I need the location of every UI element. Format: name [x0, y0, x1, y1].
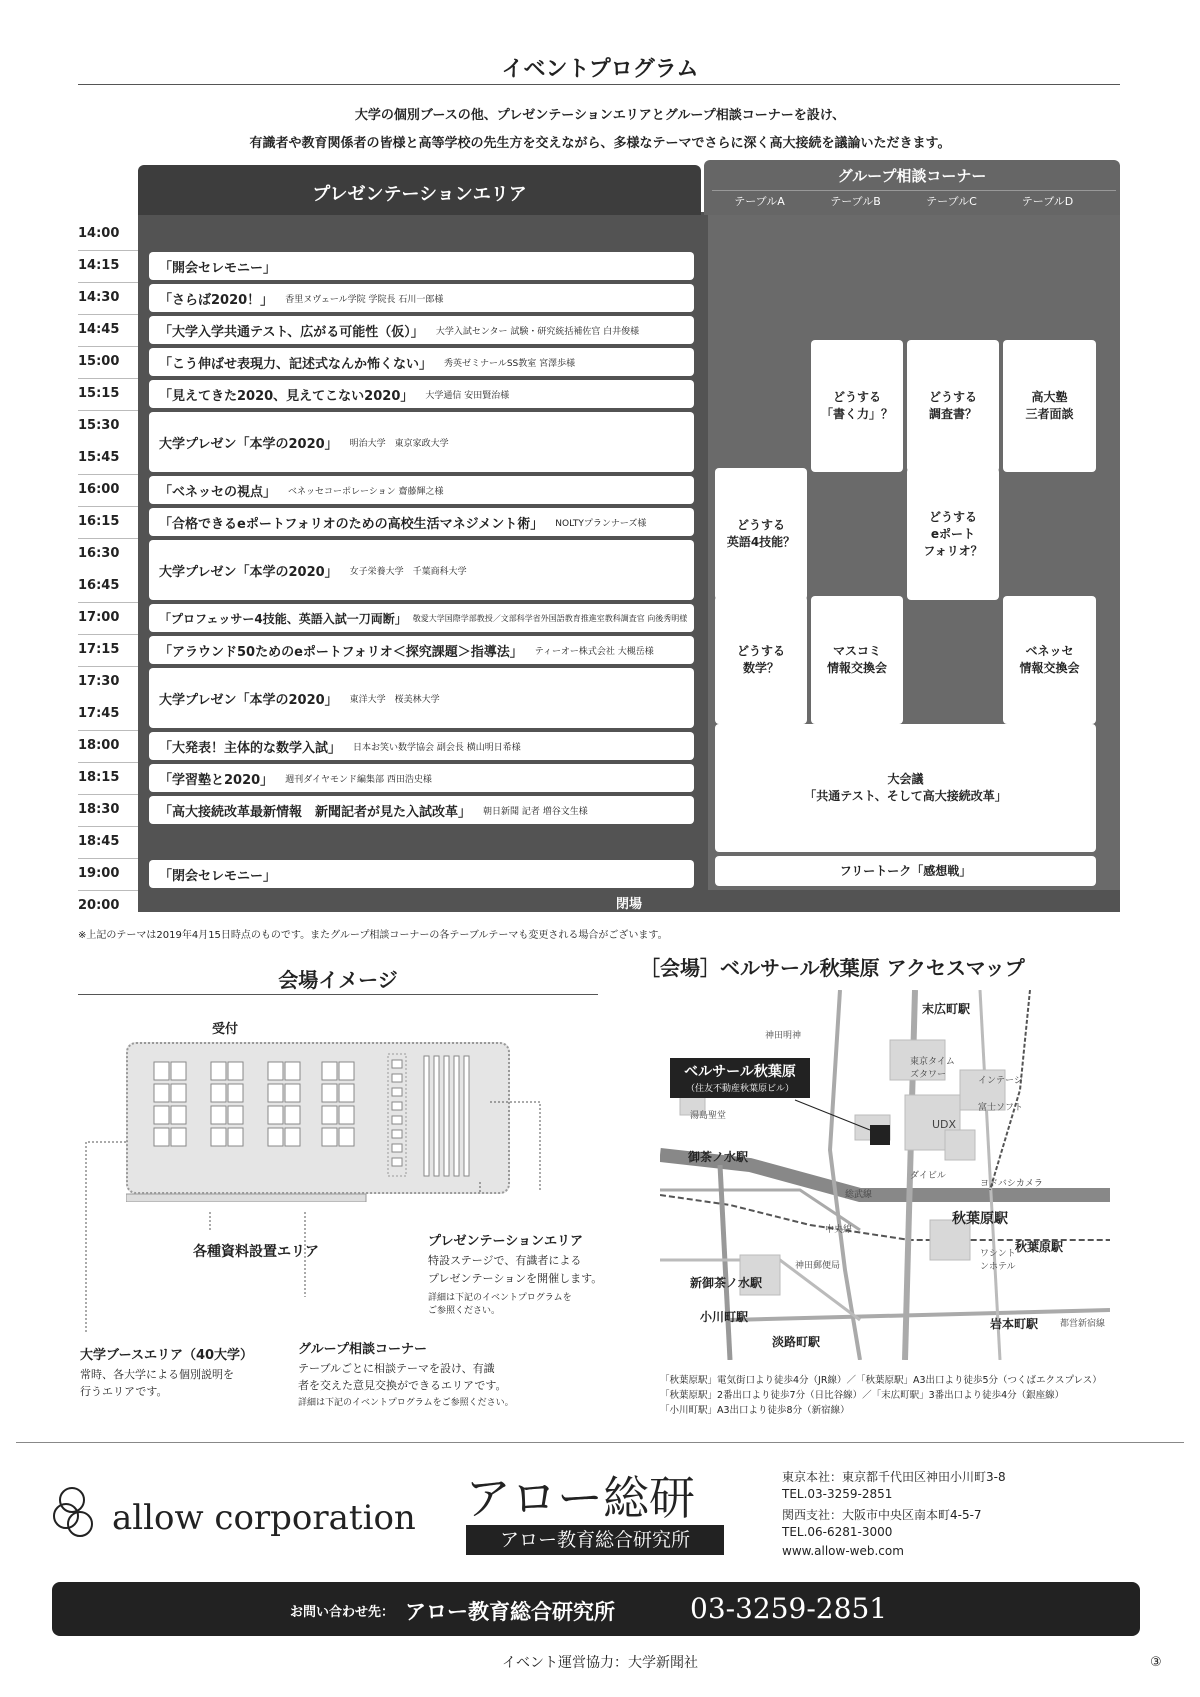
time-label: 19:00	[78, 866, 120, 881]
session-speaker: 朝日新聞 記者 増谷文生様	[483, 806, 588, 817]
presentation-area-title: プレゼンテーションエリア	[428, 1234, 583, 1249]
session-speaker: 香里ヌヴェール学院 学院長 石川一郎様	[285, 294, 444, 305]
time-label: 17:45	[78, 706, 120, 721]
presentation-area-note1: 詳細は下記のイベントプログラムを	[428, 1293, 572, 1303]
label-intage: インテージ	[978, 1076, 1023, 1086]
session-title: 大学プレゼン「本学の2020」	[159, 692, 338, 708]
label-chuo-line: 中央線	[825, 1225, 853, 1235]
page-number: ③	[1150, 1655, 1162, 1670]
time-divider	[78, 762, 138, 763]
session-title: 「学習塾と2020」	[159, 772, 274, 788]
session-speaker: NOLTYプランナーズ様	[555, 518, 647, 529]
group-session-freetalk: フリートーク「感想戦」	[715, 856, 1096, 886]
access-line3: 「小川町駅」A3出口より徒歩8分（新宿線）	[660, 1405, 850, 1416]
group-corner-title: グループ相談コーナー	[298, 1342, 427, 1357]
station-shinochanomizu: 新御茶ノ水駅	[690, 1276, 763, 1290]
time-divider	[78, 794, 138, 795]
station-akihabara-tx: 秋葉原駅	[1015, 1240, 1064, 1254]
session-item	[149, 668, 694, 728]
time-label: 18:45	[78, 834, 120, 849]
program-intro-line2: 有識者や教育関係者の皆様と高等学校の先生方を交えながら、多様なテーマでさらに深く高大接続を議論いただきます。	[249, 136, 951, 151]
label-udx: UDX	[932, 1118, 957, 1131]
session-item	[149, 284, 694, 312]
session-speaker: 秀英ゼミナールSS教室 宮澤歩様	[444, 358, 576, 369]
time-divider	[78, 826, 138, 827]
session-speaker: ベネッセコーポレーション 齋藤輝之様	[288, 486, 444, 497]
session-title: 「アラウンド50ためのeポートフォリオ＜探究課題＞指導法」	[159, 644, 523, 660]
station-akihabara-jr: 秋葉原駅	[952, 1211, 1008, 1227]
session-title: 「さらば2020！」	[159, 292, 274, 308]
time-label: 15:15	[78, 386, 120, 401]
label-times-tower: 東京タイムズタワー	[910, 1057, 955, 1080]
venue-title-rule	[78, 994, 598, 995]
session-title: 大学プレゼン「本学の2020」	[159, 564, 338, 580]
address-kansai: 関西支社：大阪市中央区南本町4-5-7	[782, 1508, 982, 1522]
label-fujisoft: 富士ソフト	[978, 1103, 1024, 1113]
station-suehirocho: 末広町駅	[922, 1002, 971, 1016]
session-title: 「閉会セレモニー」	[159, 868, 277, 884]
presentation-area-desc2: プレゼンテーションを開催します。	[428, 1272, 603, 1285]
time-label: 17:00	[78, 610, 120, 625]
session-title: 「大発表！主体的な数学入試」	[159, 740, 342, 756]
session-speaker: 女子栄養大学 千葉商科大学	[349, 566, 467, 577]
session-speaker: 大学通信 安田賢治様	[425, 390, 510, 401]
station-awajicho: 淡路町駅	[772, 1335, 821, 1349]
session-item	[149, 412, 694, 472]
session-title: 「大学入学共通テスト、広がる可能性（仮）」	[159, 324, 424, 340]
group-session-c1: どうする 調査書？	[907, 340, 999, 472]
time-label: 17:15	[78, 642, 120, 657]
session-closing	[149, 860, 694, 888]
table-label-c: テーブルC	[926, 195, 977, 208]
session-speaker: 明治大学 東京家政大学	[349, 438, 449, 449]
session-speaker: 大学入試センター 試験・研究統括補佐官 白井俊様	[435, 326, 640, 337]
group-session-d1: 高大塾 三者面談	[1003, 340, 1096, 472]
label-yodobashi: ヨドバシカメラ	[980, 1179, 1043, 1189]
booth-area-title: 大学ブースエリア（40大学）	[80, 1348, 254, 1363]
time-divider	[78, 346, 138, 347]
time-label: 18:00	[78, 738, 120, 753]
group-session-d2: ベネッセ 情報交換会	[1003, 596, 1096, 724]
materials-area-label: 各種資料設置エリア	[193, 1244, 319, 1260]
time-divider	[78, 410, 138, 411]
contact-tel: 03-3259-2851	[690, 1592, 888, 1625]
session-title: 「プロフェッサー4技能、英語入試一刀両断」	[159, 611, 407, 626]
program-note: ※上記のテーマは2019年4月15日時点のものです。またグループ相談コーナーの各テーブルテーマも変更される場合がございます。	[78, 930, 668, 941]
session-title: 「高大接続改革最新情報 新聞記者が見た入試改革」	[159, 804, 472, 820]
program-title-rule	[78, 84, 1120, 85]
map-roads	[660, 990, 1110, 1360]
label-yushima: 湯島聖堂	[690, 1111, 727, 1121]
table-label-b: テーブルB	[830, 195, 881, 208]
session-title: 「合格できるeポートフォリオのための高校生活マネジメント術」	[159, 516, 544, 532]
time-label: 15:00	[78, 354, 120, 369]
session-title: 大学プレゼン「本学の2020」	[159, 436, 338, 452]
presentation-area-desc1: 特設ステージで、有識者による	[428, 1254, 582, 1267]
map-title: ［会場］ベルサール秋葉原 アクセスマップ	[640, 956, 1025, 980]
session-speaker: 週刊ダイヤモンド編集部 西田浩史様	[285, 774, 432, 785]
time-label: 17:30	[78, 674, 120, 689]
reception-label: 受付	[212, 1022, 239, 1037]
session-speaker: 敬愛大学国際学部教授／文部科学省外国語教育推進室教科調査官 向後秀明様	[412, 613, 688, 623]
program-title: イベントプログラム	[501, 57, 699, 82]
time-divider	[78, 538, 138, 539]
time-divider	[78, 730, 138, 731]
tel-kansai: TEL.06-6281-3000	[782, 1525, 893, 1539]
group-session-a2: どうする 数学？	[715, 596, 807, 724]
venue-callout	[670, 1058, 810, 1098]
presentation-area-label: プレゼンテーションエリア	[312, 184, 527, 205]
session-item	[149, 636, 694, 664]
time-label: 14:30	[78, 290, 120, 305]
table-header-divider	[712, 190, 1116, 191]
time-label: 14:45	[78, 322, 120, 337]
contact-label: お問い合わせ先：	[290, 1605, 395, 1620]
time-label: 18:30	[78, 802, 120, 817]
label-kanda-myojin: 神田明神	[765, 1031, 802, 1041]
website-url: www.allow-web.com	[782, 1544, 904, 1558]
session-item	[149, 508, 694, 536]
label-kanda-post: 神田郵便局	[795, 1261, 841, 1271]
session-speaker: 日本お笑い数学協会 副会長 横山明日希様	[353, 742, 521, 753]
time-divider	[78, 858, 138, 859]
time-label: 14:00	[78, 226, 120, 241]
time-divider	[78, 378, 138, 379]
time-label: 16:30	[78, 546, 120, 561]
time-divider	[78, 890, 138, 891]
session-item	[149, 348, 694, 376]
map-venue-name: ベルサール秋葉原	[684, 1064, 796, 1080]
time-divider	[78, 314, 138, 315]
map-venue-sub: （住友不動産秋葉原ビル）	[685, 1084, 794, 1094]
label-shinjuku-line: 都営新宿線	[1060, 1319, 1106, 1329]
time-label: 15:30	[78, 418, 120, 433]
time-divider	[78, 474, 138, 475]
group-session-a1: どうする 英語4技能？	[715, 468, 807, 600]
time-divider	[78, 634, 138, 635]
session-item	[149, 380, 694, 408]
session-title: 「開会セレモニー」	[159, 260, 277, 276]
access-line1: 「秋葉原駅」電気街口より徒歩4分（JR線）／「秋葉原駅」A3出口より徒歩5分（つくばエクスプレス）	[660, 1375, 1102, 1386]
session-title: 「ベネッセの視点」	[159, 484, 277, 500]
booth-area-desc2: 行うエリアです。	[80, 1385, 168, 1398]
session-speaker: 東洋大学 桜美林大学	[349, 694, 440, 705]
session-speaker: ティーオー株式会社 大槻岳様	[534, 646, 654, 657]
session-item	[149, 796, 694, 824]
access-map	[660, 990, 1110, 1360]
time-divider	[78, 506, 138, 507]
session-title: 「こう伸ばせ表現力、記述式なんか怖くない」	[159, 356, 433, 372]
group-corner-note: 詳細は下記のイベントプログラムをご参照ください。	[298, 1398, 514, 1408]
time-divider	[78, 250, 138, 251]
address-tokyo: 東京本社：東京都千代田区神田小川町3-8	[782, 1470, 1006, 1484]
arrow-brand-sub: アロー教育総合研究所	[466, 1525, 724, 1555]
session-item	[149, 316, 694, 344]
allow-logo-icon	[48, 1480, 108, 1546]
tel-tokyo: TEL.03-3259-2851	[782, 1487, 893, 1501]
allow-logo-text: allow corporation	[112, 1498, 416, 1538]
closing-label: 閉場	[615, 897, 642, 912]
session-item	[149, 476, 694, 504]
time-label: 16:00	[78, 482, 120, 497]
time-label: 20:00	[78, 898, 120, 913]
footer-rule	[16, 1442, 1184, 1443]
session-item	[149, 540, 694, 600]
session-item	[149, 732, 694, 760]
station-ochanomizu: 御茶ノ水駅	[688, 1150, 749, 1164]
group-corner-desc2: 者を交えた意見交換ができるエリアです。	[298, 1379, 507, 1392]
time-label: 16:45	[78, 578, 120, 593]
session-opening	[149, 252, 694, 280]
cooperation-credit: イベント運営協力：大学新聞社	[502, 1655, 698, 1671]
table-label-a: テーブルA	[734, 195, 785, 208]
contact-org: アロー教育総合研究所	[405, 1600, 615, 1624]
venue-title: 会場イメージ	[278, 968, 398, 992]
program-intro-line1: 大学の個別ブースの他、プレゼンテーションエリアとグループ相談コーナーを設け、	[354, 108, 846, 123]
group-session-conference: 大会議 「共通テスト、そして高大接続改革」	[715, 724, 1096, 852]
presentation-area-note2: ご参照ください。	[428, 1306, 501, 1316]
session-title: 「見えてきた2020、見えてこない2020」	[159, 388, 414, 404]
label-sobu-line: 総武線	[845, 1190, 873, 1200]
time-label: 16:15	[78, 514, 120, 529]
label-dive: ダイビル	[910, 1171, 946, 1181]
booth-area-desc1: 常時、各大学による個別説明を	[80, 1368, 234, 1381]
access-line2: 「秋葉原駅」2番出口より徒歩7分（日比谷線）／「末広町駅」3番出口より徒歩4分（銀座線）	[660, 1390, 1065, 1401]
table-label-d: テーブルD	[1021, 195, 1074, 208]
group-corner-desc1: テーブルごとに相談テーマを設け、有識	[298, 1362, 495, 1375]
time-label: 14:15	[78, 258, 120, 273]
group-session-b1: どうする 「書く力」？	[811, 340, 903, 472]
time-divider	[78, 602, 138, 603]
group-session-b2: マスコミ 情報交換会	[811, 596, 903, 724]
group-session-c2: どうする eポート フォリオ？	[907, 468, 999, 600]
time-divider	[78, 282, 138, 283]
time-label: 15:45	[78, 450, 120, 465]
group-corner-label: グループ相談コーナー	[837, 167, 987, 185]
session-item	[149, 764, 694, 792]
venue-leader-lines	[80, 1042, 580, 1332]
time-divider	[78, 666, 138, 667]
time-label: 18:15	[78, 770, 120, 785]
arrow-brand: アロー総研	[465, 1471, 695, 1525]
label-washington: ワシントンホテル	[980, 1249, 1016, 1272]
session-item	[149, 604, 694, 632]
station-ogawamachi: 小川町駅	[700, 1310, 749, 1324]
station-iwamotocho: 岩本町駅	[990, 1317, 1039, 1331]
